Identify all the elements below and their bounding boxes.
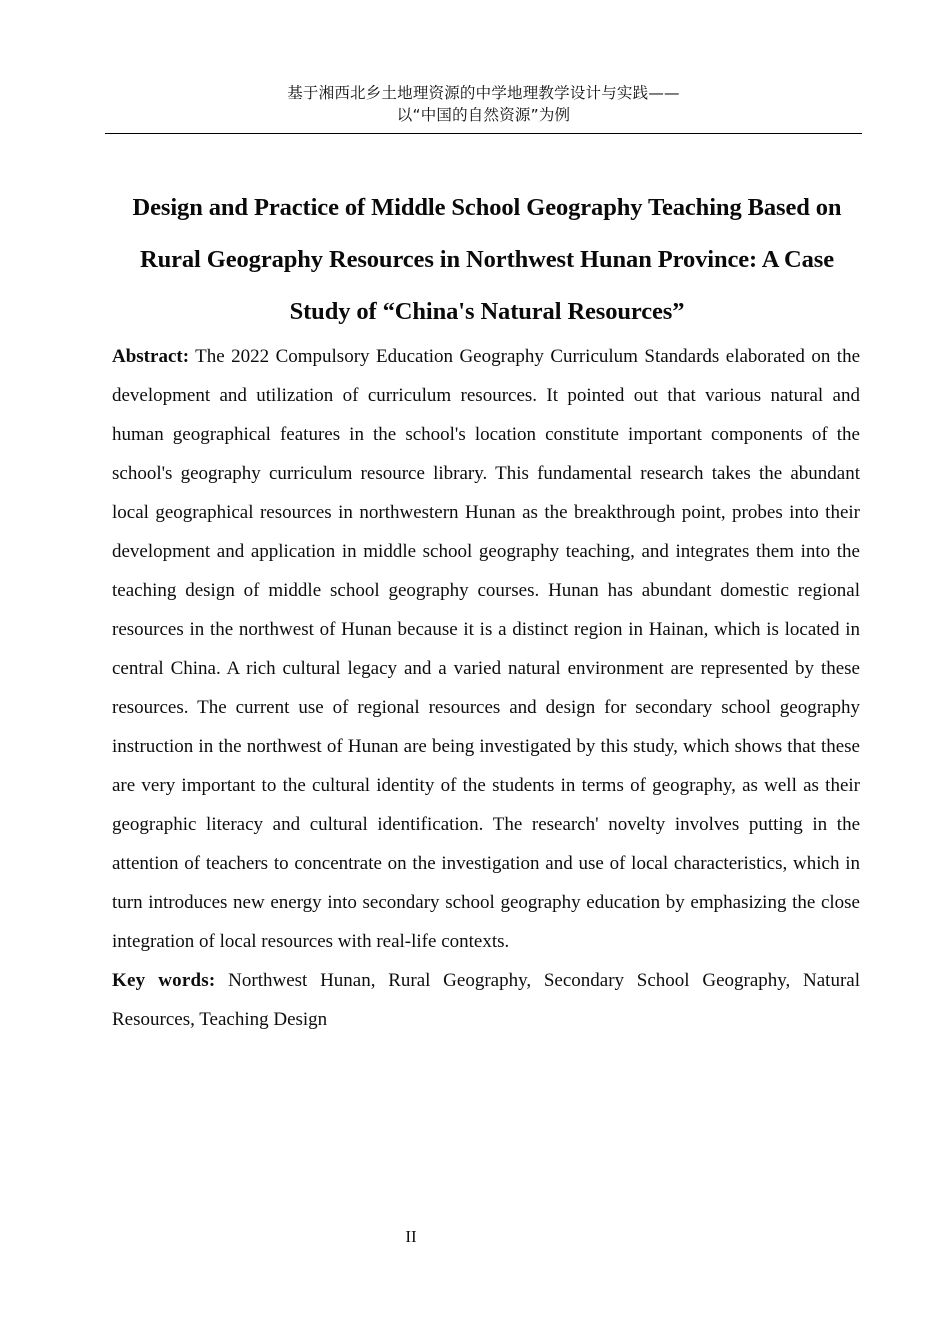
keywords-text: Northwest Hunan, Rural Geography, Secondary School Geography, Natural Resources, Teaching Design bbox=[112, 970, 860, 1030]
running-header-line-2: 以“中国的自然资源”为例 bbox=[396, 106, 571, 124]
keywords-paragraph bbox=[112, 961, 860, 1039]
page-title: Design and Practice of Middle School Geography Teaching Based on Rural Geography Resources in Northwest Hunan Province: A Case Study of “China's Natural Resources” bbox=[132, 194, 842, 326]
header-divider bbox=[105, 133, 862, 134]
page-number: II bbox=[405, 1227, 417, 1246]
abstract-text: The 2022 Compulsory Education Geography Curriculum Standards elaborated on the development and utilization of curriculum resources. It pointed out that various natural and human geographical features in the school's location constitute important components of the school's geography curriculum resource library. This fundamental research takes the abundant local geographical resources in northwestern Hunan as the breakthrough point, probes into their development and application in middle school geography teaching, and integrates them into the teaching design of middle school geography courses. Hunan has abundant domestic regional resources in the northwest of Hunan because it is a distinct region in Hainan, which is located in central China. A rich cultural legacy and a varied natural environment are represented by these resources. The current use of regional resources and design for secondary school geography instruction in the northwest of Hunan are being investigated by this study, which shows that these are very important to the cultural identity of the students in terms of geography, as well as their geographic literacy and cultural identification. The research' novelty involves putting in the attention of teachers to concentrate on the investigation and use of local characteristics, which in turn introduces new energy into secondary school geography education by emphasizing the close integration of local resources with real-life contexts. bbox=[112, 346, 860, 952]
abstract-section bbox=[112, 337, 860, 1039]
abstract-label: Abstract: bbox=[112, 346, 190, 367]
running-header-line-1: 基于湘西北乡土地理资源的中学地理教学设计与实践—— bbox=[287, 84, 680, 102]
running-header bbox=[105, 82, 862, 126]
abstract-paragraph bbox=[112, 337, 860, 961]
keywords-label: Key words: bbox=[112, 970, 216, 991]
